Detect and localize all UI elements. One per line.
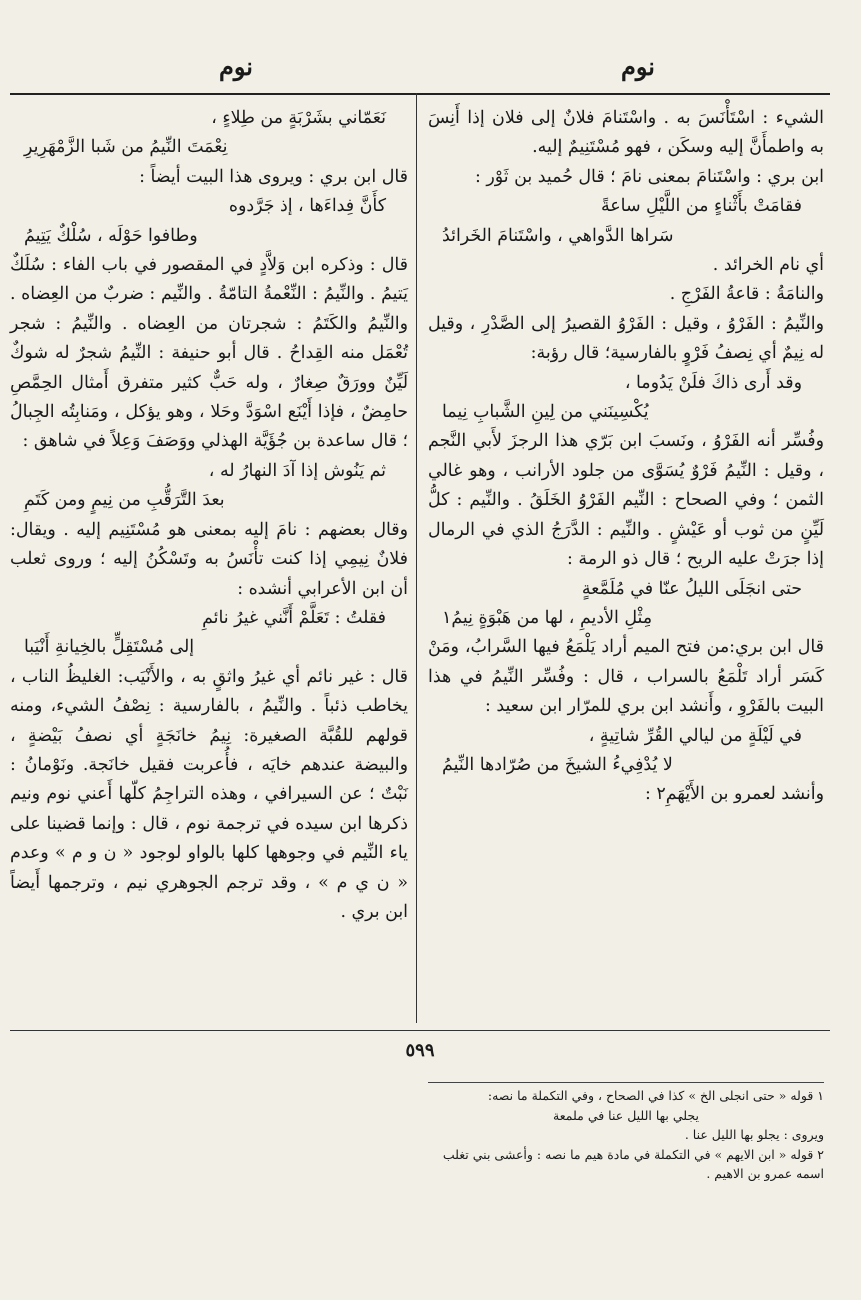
paragraph: والنِّيمُ : الفَرْوُ ، وقيل : الفَرْوُ القصيرُ إلى الصَّدْرِ ، وقيل له نِيمٌ أي نِصفُ فَرْوٍ بالفارسية؛ قال رؤبة: bbox=[428, 313, 824, 364]
paragraph: وقال بعضهم : نامَ إليه بمعنى هو مُسْتَنِيم إليه . ويقال: فلانٌ نِيمِي إذا كنت تأْنَسُ به وتَسْكُنُ إليه ؛ وروى ثعلب أن ابن الأعرابي أنشده : bbox=[10, 519, 408, 599]
verse-line: فقلتُ : تَعَلَّمْ أَنَّني غيرُ نائمِ bbox=[202, 607, 386, 628]
top-rule bbox=[10, 93, 830, 95]
verse-line: كأَنَّ فِداءَها ، إذ جَرَّدوه bbox=[228, 196, 386, 217]
verse-line: نَعَمّاني بشَرْبَةٍ من طِلاءٍ ، bbox=[211, 108, 386, 128]
verse-line: نِعْمَتَ النِّيمُ من شَبا الزَّمْهَرِيرِ bbox=[24, 137, 228, 158]
footnote: ١ قوله « حتى انجلى الخ » كذا في الصحاح ، وفي التكملة ما نصه: bbox=[487, 1088, 824, 1103]
right-column bbox=[428, 104, 824, 810]
paragraph: وفُسِّر أنه الفَرْوُ ، ونَسبَ ابن بَرّي هذا الرجزَ لأَبي النَّجم ، وقيل : النِّيمُ فَرْوٌ يُسَوَّى من جلود الأرانب ، وهو غالي الثمن ؛ وفي الصحاح : النِّيم الفَرْوُ الخَلَقُ . والنِّيم : كلُّ لَيِّنٍ من ثوب أو عَيْشٍ . والنِّيم : الدَّرَجُ الذي في الرمال إذا جرَتْ عليه الريح ؛ قال ذو الرمة : bbox=[428, 431, 824, 570]
footnote: ٢ قوله « ابن الايهم » في التكملة في مادة هيم ما نصه : وأعشى بني تغلب اسمه عمرو بن الاهيم . bbox=[442, 1146, 824, 1181]
paragraph: أي نام الخرائد . bbox=[712, 255, 824, 276]
verse-line: يُكْسِينَني من لِينِ الشَّبابِ نِيما bbox=[442, 402, 649, 423]
header-left-word: نوم bbox=[219, 52, 253, 81]
paragraph: قال : وذكره ابن وَلاَّدٍ في المقصور في باب الفاء : سُلَكٌ يَتيمُ . والنِّيمُ : النِّعْمةُ التامّةُ . والنِّيم : ضربٌ من العِضاه . والنِّيمُ والكَتَمُ : شجرتان من العِضاه . والنِّيمُ : شجر تُعْمَل منه القِداحُ . قال أبو حنيفة : النِّيمُ شجرٌ له شوكٌ لَيِّنٌ وورَقٌ صِغارٌ ، وله حَبٌّ كثير متفرق أَمثال الحِمَّصِ حامِضٌ ، فإذا أَيْنَع اسْوَدَّ وحَلا ، وهو يؤكل ، ومَنابِتُه الجِبالُ ؛ قال ساعدة بن جُؤَيَّة الهذلي ووَصَفَ وَعِلاً في شاهق : bbox=[10, 255, 408, 452]
footnotes bbox=[428, 1086, 824, 1184]
paragraph: قال : غير نائم أي غيرُ واثقٍ به ، والأَنْيَب: الغليظُ الناب ، يخاطب ذئباً . والنِّيمُ ، بالفارسية : نِصْفُ الشيء، ومنه قولهم للقُبَّة الصغيرة: نِيمُ خانَجَةٍ أي نصفُ بَيْضةٍ ، والبيضة عندهم خايَه ، فأُعربت فقيل خانَجة. ونَوْمانُ : نَبْتٌ ؛ عن السيرافي ، وهذه التراجِمُ كلّها أَعني نوم ونيم ذكرها ابن سيده في ترجمة نوم ، قال : وإنما قضينا على ياء النِّيم في وجوهها كلها بالواو لوجود « ن و م » وعدم « ن ي م » ، وقد ترجم الجوهري نيم ، وترجمها أَيضاً ابن بري . bbox=[10, 666, 408, 922]
verse-line: بعدَ التَّرَقُّبِ من نِيمٍ ومن كَتَمِ bbox=[24, 490, 225, 511]
paragraph: قال ابن بري:من فتح الميم أراد يَلْمَعُ فيها السَّرابُ، ومَنْ كَسَر أراد تَلْمَعُ بالسراب ، قال : وفُسِّر النِّيمُ في هذا البيت بالفَرْوِ ، وأَنشد ابن بري للمرّار ابن سعيد : bbox=[428, 637, 824, 717]
verse-line: ثم يَنُوش إذا آدَ النهارُ له ، bbox=[208, 460, 386, 481]
verse-line: إلى مُسْتَقِلٍّ بالخِيانةِ أَنْيَبا bbox=[24, 637, 195, 658]
paragraph: والنامَةُ : قاعةُ الفَرْجِ . bbox=[669, 284, 824, 305]
verse-line: لا يُدْفِيءُ الشيخَ من صُرّادها النِّيمُ bbox=[442, 754, 673, 775]
footnote-verse: يجلي بها الليل عنا في ملمعة bbox=[553, 1107, 699, 1123]
paragraph: قال ابن بري : ويروى هذا البيت أيضاً : bbox=[139, 166, 408, 187]
bottom-rule bbox=[10, 1030, 830, 1031]
verse-line: وقد أَرى ذاكَ فلَنْ يَدُوما ، bbox=[624, 372, 802, 393]
footnote: ويروى : يجلو بها الليل عنا . bbox=[684, 1127, 824, 1142]
verse-line: في لَيْلَةٍ من ليالي القُرِّ شاتِيةٍ ، bbox=[588, 725, 802, 746]
paragraph: وأنشد لعمرو بن الأَيْهَمِ٢ : bbox=[644, 784, 824, 805]
column-divider bbox=[416, 93, 417, 1023]
verse-line: حتى انجَلَى الليلُ عنّا في مُلَمَّعةٍ bbox=[581, 578, 802, 599]
header-right-word: نوم bbox=[621, 52, 655, 81]
verse-line: فقامَتْ بأَثْناءٍ من اللَّيْلِ ساعةً bbox=[600, 196, 802, 217]
paragraph: ابن بري : واسْتَنامَ بمعنى نامَ ؛ قال حُميد بن ثَوْر : bbox=[474, 166, 824, 187]
page-number: ٥٩٩ bbox=[405, 1040, 435, 1061]
footnote-rule bbox=[428, 1082, 824, 1083]
verse-line: سَراها الدَّواهي ، واسْتَنامَ الخَرائدُ bbox=[442, 225, 674, 246]
verse-line: مِثْلِ الأديمِ ، لها من هَبْوَةٍ نِيمُ١ bbox=[442, 607, 653, 628]
verse-line: وطافوا حَوْلَه ، سُلْكٌ يَتِيمُ bbox=[24, 225, 198, 246]
left-column bbox=[10, 104, 408, 927]
paragraph: الشيء : اسْتَأْنَسَ به . واسْتَنامَ فلانٌ إلى فلان إذا أَنِسَ به واطمأَنَّ إليه وسكَن ، فهو مُسْتَنِيمٌ إليه. bbox=[428, 108, 824, 158]
